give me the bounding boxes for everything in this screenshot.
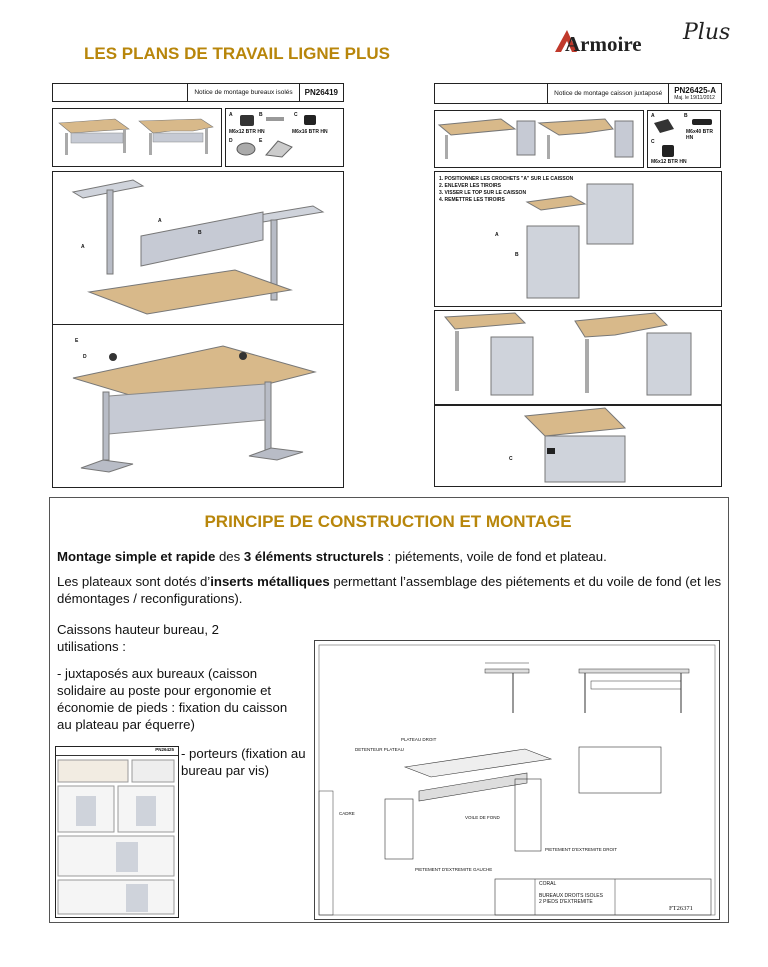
right-parts-box bbox=[647, 110, 721, 168]
step-line: 4. REMETTRE LES TIROIRS bbox=[439, 197, 505, 203]
logo-word: Armoire bbox=[565, 32, 642, 56]
callout: A bbox=[158, 218, 162, 224]
right-detail-box bbox=[434, 405, 722, 487]
right-step-box bbox=[434, 171, 722, 307]
part-label: M6x12 BTR HN bbox=[229, 129, 265, 135]
drawing-label: PIETEMENT D'EXTREMITE DROIT bbox=[545, 847, 618, 852]
drawing-label: DETENTEUR PLATEAU bbox=[355, 747, 404, 752]
title-block-line2: BUREAUX DROITS ISOLES bbox=[539, 893, 603, 899]
desk-overview-illustration bbox=[53, 109, 221, 166]
principle-paragraph-4: - juxtaposés aux bureaux (caisson solidaire au poste pour ergonomie et économie de pieds : fixation du caisson au plateau par équerre) bbox=[57, 666, 288, 732]
p1-text-b: des bbox=[215, 549, 244, 564]
left-overview-box bbox=[52, 108, 222, 167]
callout: B bbox=[515, 252, 519, 258]
callout: E bbox=[75, 338, 79, 344]
part-label: M6x12 BTR HN bbox=[651, 159, 687, 165]
left-notice: Notice de montage bureaux isolés bbox=[188, 84, 299, 101]
callout: A bbox=[81, 244, 85, 250]
p1-bold-a: Montage simple et rapide bbox=[57, 549, 216, 564]
right-notice: Notice de montage caisson juxtaposé bbox=[548, 84, 669, 103]
p2-text-a: Les plateaux sont dotés d’ bbox=[57, 574, 211, 589]
callout: B bbox=[198, 230, 202, 236]
page-title: LES PLANS DE TRAVAIL LIGNE PLUS bbox=[84, 44, 391, 63]
left-doc-header bbox=[52, 83, 344, 102]
callout: D bbox=[83, 354, 87, 360]
part-label: M6x40 BTR HN bbox=[686, 129, 713, 141]
left-parts-box bbox=[225, 108, 344, 167]
mini-doc-thumbnail bbox=[55, 746, 179, 918]
part-letter: B bbox=[259, 112, 263, 118]
desk-caisson-overview-illustration bbox=[435, 111, 643, 167]
brand-logo bbox=[553, 22, 753, 62]
step-line: 3. VISSER LE TOP SUR LE CAISSON bbox=[439, 190, 527, 196]
title-block-line3: 2 PIEDS D'EXTREMITE bbox=[539, 899, 593, 905]
drawing-label: VOILE DE FOND bbox=[465, 815, 500, 820]
part-label: M6x16 BTR HN bbox=[292, 129, 328, 135]
mini-caisson-doc-illustration bbox=[56, 756, 178, 916]
callout: C bbox=[509, 456, 513, 462]
step-line: 1. POSITIONNER LES CROCHETS "A" SUR LE CAISSON bbox=[439, 176, 574, 182]
logo-script: Plus bbox=[683, 20, 731, 45]
p1-text-d: : piétements, voile de fond et plateau. bbox=[383, 549, 607, 564]
mini-doc-code: PN26425 bbox=[56, 747, 178, 756]
left-code: PN26419 bbox=[304, 88, 338, 97]
part-letter: A bbox=[229, 112, 233, 118]
desk-exploded-assembly-illustration bbox=[53, 172, 343, 487]
right-doc-header bbox=[434, 83, 722, 104]
title-block-line1: CORAL bbox=[539, 881, 557, 887]
bracket-detail-illustration bbox=[435, 406, 721, 486]
right-overview-box bbox=[434, 110, 644, 168]
part-letter: B bbox=[684, 113, 688, 119]
right-date: Maj. le 19/11/2012 bbox=[674, 95, 715, 101]
left-assembly-box bbox=[52, 171, 344, 488]
part-letter: E bbox=[259, 138, 263, 144]
technical-drawing-lines bbox=[315, 641, 719, 919]
principle-heading: PRINCIPE DE CONSTRUCTION ET MONTAGE bbox=[204, 512, 572, 531]
drawing-label: PIETEMENT D'EXTREMITE GAUCHE bbox=[415, 867, 493, 872]
callout: A bbox=[495, 232, 499, 238]
part-letter: A bbox=[651, 113, 655, 119]
p1-bold-c: 3 éléments structurels bbox=[243, 549, 384, 564]
principle-paragraph-2 bbox=[57, 573, 722, 607]
part-letter: C bbox=[651, 139, 655, 145]
technical-drawing bbox=[314, 640, 720, 920]
right-caisson-views-box bbox=[434, 310, 722, 405]
step-line: 2. ENLEVER LES TIROIRS bbox=[439, 183, 501, 189]
drawing-label: PLATEAU DROIT bbox=[401, 737, 437, 742]
p2-bold-b: inserts métalliques bbox=[210, 574, 330, 589]
p2-text-c: permettant l’assemblage des piétements et du voile de fond (et les démontages / reconfigurations). bbox=[57, 574, 722, 606]
principle-paragraph-5: - porteurs (fixation au bureau par vis) bbox=[181, 746, 306, 778]
principle-paragraph-3: Caissons hauteur bureau, 2 utilisations : bbox=[57, 622, 220, 654]
principle-paragraph-1 bbox=[57, 548, 722, 565]
part-letter: C bbox=[294, 112, 298, 118]
hardware-parts-illustration bbox=[226, 109, 343, 166]
caisson-installed-illustration bbox=[435, 311, 721, 404]
title-block-ref: FT26371 bbox=[669, 905, 693, 912]
part-letter: D bbox=[229, 138, 233, 144]
right-code: PN26425-A bbox=[674, 86, 716, 95]
drawing-label: CADRE bbox=[339, 811, 355, 816]
